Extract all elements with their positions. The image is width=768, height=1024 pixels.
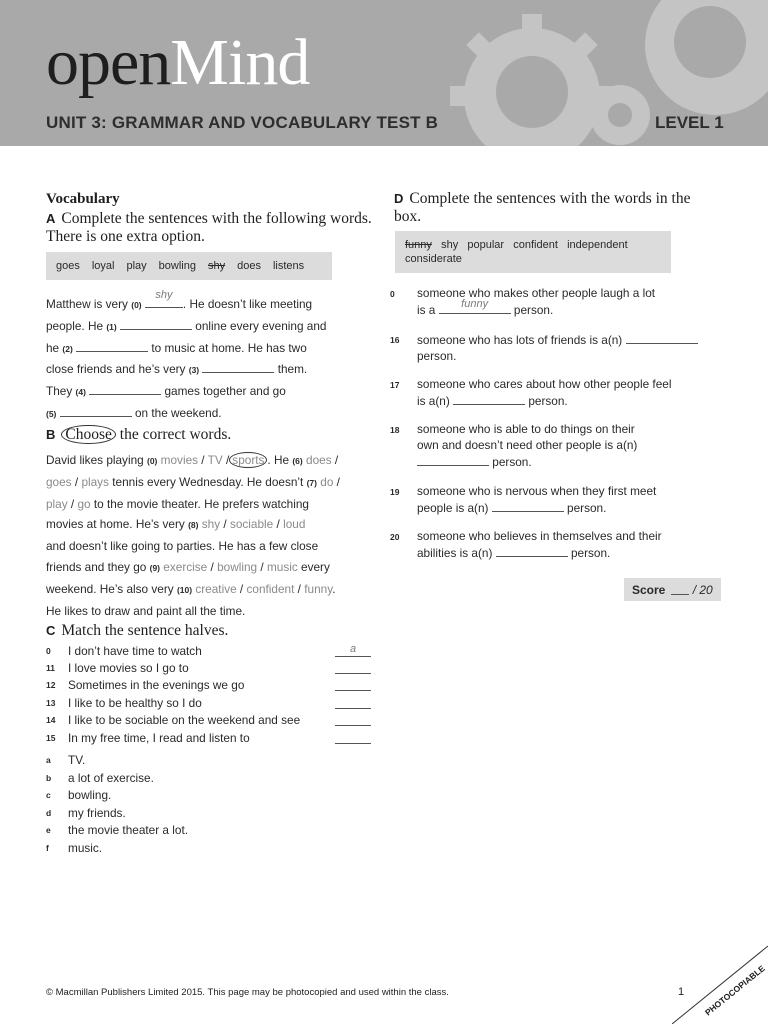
word-box-item: considerate — [405, 253, 462, 265]
word-box-item: confident — [513, 239, 558, 251]
match-answer-blank: a — [335, 644, 371, 657]
word-box-item: does — [237, 260, 261, 272]
score-blank[interactable] — [671, 584, 689, 595]
word-box-item-struck: funny — [405, 239, 432, 251]
answer-blank-19[interactable] — [492, 499, 564, 512]
score-total: / 20 — [692, 582, 713, 597]
section-d-letter: D — [394, 191, 404, 206]
section-a-word-box — [46, 252, 332, 280]
answer-blank-18[interactable] — [417, 453, 489, 466]
vocabulary-heading: Vocabulary — [46, 191, 120, 207]
section-a-letter: A — [46, 211, 56, 226]
match-answer-blank[interactable] — [335, 661, 371, 674]
brand-logo: openMind — [46, 26, 310, 99]
photocopiable-corner — [672, 944, 768, 1024]
section-b-instruction: B Choose the correct words. — [46, 426, 232, 443]
copyright-footer: © Macmillan Publishers Limited 2015. This page may be photocopied and used within the class. — [46, 987, 449, 998]
answer-blank-3[interactable] — [202, 360, 274, 373]
answer-blank-d0: funny — [439, 301, 511, 314]
answer-blank-4[interactable] — [89, 382, 161, 395]
match-answer-blank[interactable] — [335, 696, 371, 709]
answer-blank-0: shy — [145, 295, 183, 308]
match-answer-blank[interactable] — [335, 713, 371, 726]
word-box-item: play — [126, 260, 147, 272]
score-label: Score — [632, 582, 666, 597]
section-b-text: David likes playing (0) movies / TV / sports . He (6) does / goes / plays tennis every Wednesday. He doesn’t (7) do / play / go to the movie theater. He prefers watching movies at home. He’s very (8) shy / sociable / loud and doesn’t like going to parties. He has a few close friends and they go (9) exercise / bowling / music every weekend. He’s also very (10) creative / confident / funny. He likes to draw and paint all the time. — [46, 453, 340, 618]
word-box-item: independent — [567, 239, 628, 251]
answer-blank-20[interactable] — [496, 544, 568, 557]
photocopiable-label: PHOTOCOPIABLE — [702, 963, 767, 1018]
word-box-item-struck: shy — [207, 260, 226, 272]
page-number: 1 — [678, 986, 685, 998]
section-c-letter: C — [46, 623, 56, 638]
word-box-item: bowling — [158, 260, 196, 272]
section-c-instruction: C Match the sentence halves. — [46, 622, 229, 639]
circled-word: Choose — [61, 425, 116, 444]
page-header — [0, 0, 768, 146]
unit-title: UNIT 3: GRAMMAR AND VOCABULARY TEST B — [46, 113, 439, 132]
photocopiable-badge-icon — [672, 944, 768, 1024]
answer-blank-2[interactable] — [76, 339, 148, 352]
answer-blank-16[interactable] — [626, 331, 698, 344]
word-box-item: shy — [441, 239, 459, 251]
word-box-item: popular — [467, 239, 505, 251]
circled-answer: sports — [229, 452, 267, 468]
answer-blank-17[interactable] — [453, 392, 525, 405]
match-answer-blank[interactable] — [335, 731, 371, 744]
answer-blank-5[interactable] — [60, 404, 132, 417]
section-d-instruction: D Complete the sentences with the words in the box. — [394, 190, 691, 225]
section-a-instruction — [46, 210, 376, 246]
match-answer-blank[interactable] — [335, 678, 371, 691]
section-b-letter: B — [46, 427, 56, 442]
section-a-text: Matthew is very (0) shy . He doesn’t like meeting people. He (1) online every evening and he (2) to music at home. He has two close friends and he’s very (3) them. They (4) games together and go (5) on the weekend. — [46, 289, 327, 420]
section-a-instruction-text: Complete the sentences with the following words. There is one extra option. — [46, 210, 372, 245]
answer-blank-1[interactable] — [120, 317, 192, 330]
level-label: LEVEL 1 — [655, 113, 724, 132]
section-d-word-box — [395, 231, 671, 273]
score-box — [624, 578, 721, 601]
word-box-item: listens — [272, 260, 305, 272]
word-box-item: loyal — [91, 260, 115, 272]
word-box-item: goes — [56, 260, 80, 272]
